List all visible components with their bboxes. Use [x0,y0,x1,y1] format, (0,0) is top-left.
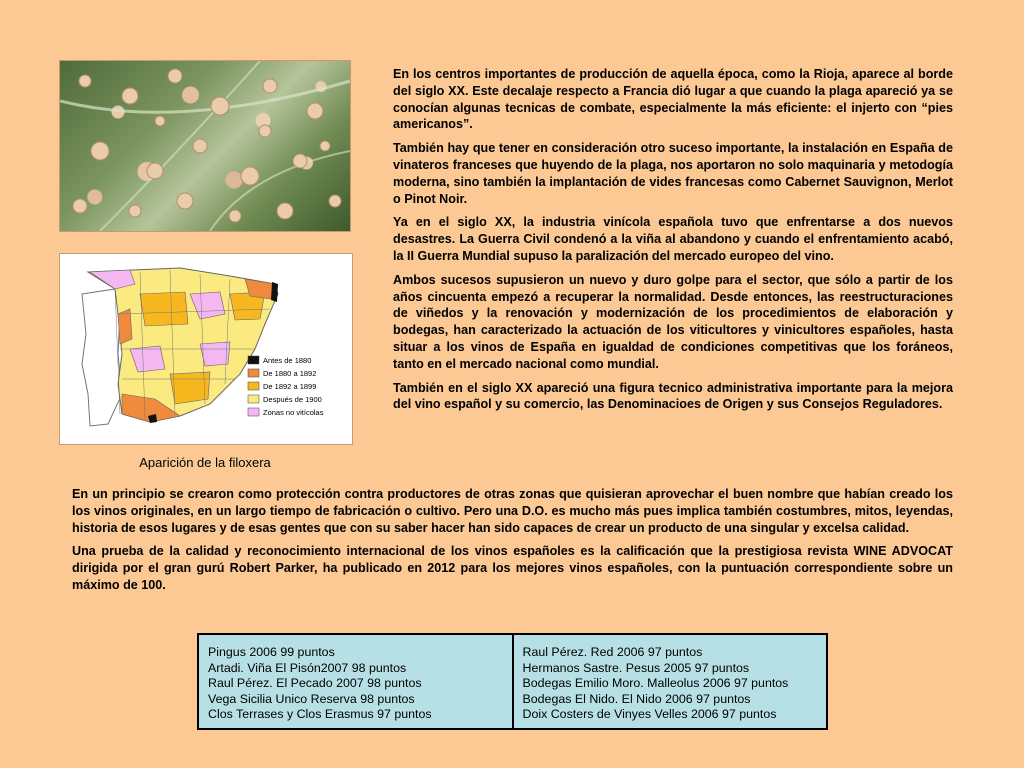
right-text-column [393,66,953,420]
wine-entry: Bodegas El Nido. El Nido 2006 97 puntos [522,691,751,706]
wine-entry: Clos Terrases y Clos Erasmus 97 puntos [208,707,432,722]
wine-entry: Vega Sicilia Unico Reserva 98 puntos [208,691,415,706]
spain-phylloxera-map [59,253,353,445]
legend-label: De 1892 a 1899 [263,382,317,391]
paragraph: También en el siglo XX apareció una figura tecnico administrativa importante para la mejora del vino español y su comercio, las Denominacioes de Origen y sus Consejos Reguladores. [393,380,953,412]
wine-entry: Hermanos Sastre. Pesus 2005 97 puntos [522,660,750,675]
wine-entry: Raul Pérez. Red 2006 97 puntos [522,645,703,659]
paragraph: En un principio se crearon como protección contra productores de otras zonas que quisieran aprovechar el buen nombre que habían creado los los vinos originales, en un largo tiempo de fabricación o cultivo. Pero una D.O. es mucho más pues implica también costumbres, mitos, leyendas, historia de esos lugares y de esas gentes que con su saber hacer han sido capaces de crear un producto de una singular y excelsa calidad. [72,487,953,535]
paragraph: Ambos sucesos supusieron un nuevo y duro golpe para el sector, que sólo a partir de los años cincuenta empezó a recuperar la normalidad. Desde entonces, las reestructuraciones de viñedos y la renovación y modernización de los procedimientos de elaboración y bodegas, han caracterizado la actuación de los viticultores y vinicultores españoles, hasta situar a los vinos de España en igualdad de condiciones competitivas que los foráneos, tanto en el mercado nacional como mundial. [393,272,953,371]
wine-entry: Doix Costers de Vinyes Velles 2006 97 puntos [522,707,777,722]
legend-label: Después de 1900 [263,395,322,404]
legend-label: De 1880 a 1892 [263,369,317,378]
wine-ratings-table [197,633,828,730]
leaf-galls-photo [59,60,351,232]
legend-label: Zonas no vitícolas [263,408,324,417]
wine-entry: Bodegas Emilio Moro. Malleolus 2006 97 puntos [522,676,789,691]
map-caption: Aparición de la filoxera [139,455,271,470]
legend-label: Antes de 1880 [263,356,312,365]
paragraph: Una prueba de la calidad y reconocimiento internacional de los vinos españoles es la calificación que la prestigiosa revista WINE ADVOCAT dirigida por el gran gurú Robert Parker, ha publicado en 2012 para los mejores vinos españoles, con la puntuación correspondiente sobre un máximo de 100. [72,544,953,592]
paragraph: Ya en el siglo XX, la industria vinícola española tuvo que enfrentarse a dos nuevos desastres. La Guerra Civil condenó a la viña al abandono y cuando el enfrentamiento acabó, la II Guerra Mundial supuso la paralización del mercado europeo del vino. [393,215,953,263]
paragraph: En los centros importantes de producción de aquella época, como la Rioja, aparece al borde del siglo XX. Este decalaje respecto a Francia dió lugar a que cuando la plaga apareció ya se conocían algunas tecnicas de combate, especialmente la más eficiente: el injerto con “pies americanos”. [393,67,953,132]
wine-entry: Raul Pérez. El Pecado 2007 98 puntos [208,676,422,691]
wine-column-right [512,635,827,728]
wine-entry: Artadi. Viña El Pisón2007 98 puntos [208,660,407,675]
wine-entry: Pingus 2006 99 puntos [208,645,335,659]
full-width-text [72,486,953,601]
paragraph: También hay que tener en consideración otro suceso importante, la instalación en España de vinateros franceses que huyendo de la plaga, nos aportaron no solo maquinaria y metodogía moderna, sino también la implantación de vides francesas como Cabernet Sauvignon, Merlot o Pinot Noir. [393,141,953,206]
wine-column-left [199,635,512,728]
